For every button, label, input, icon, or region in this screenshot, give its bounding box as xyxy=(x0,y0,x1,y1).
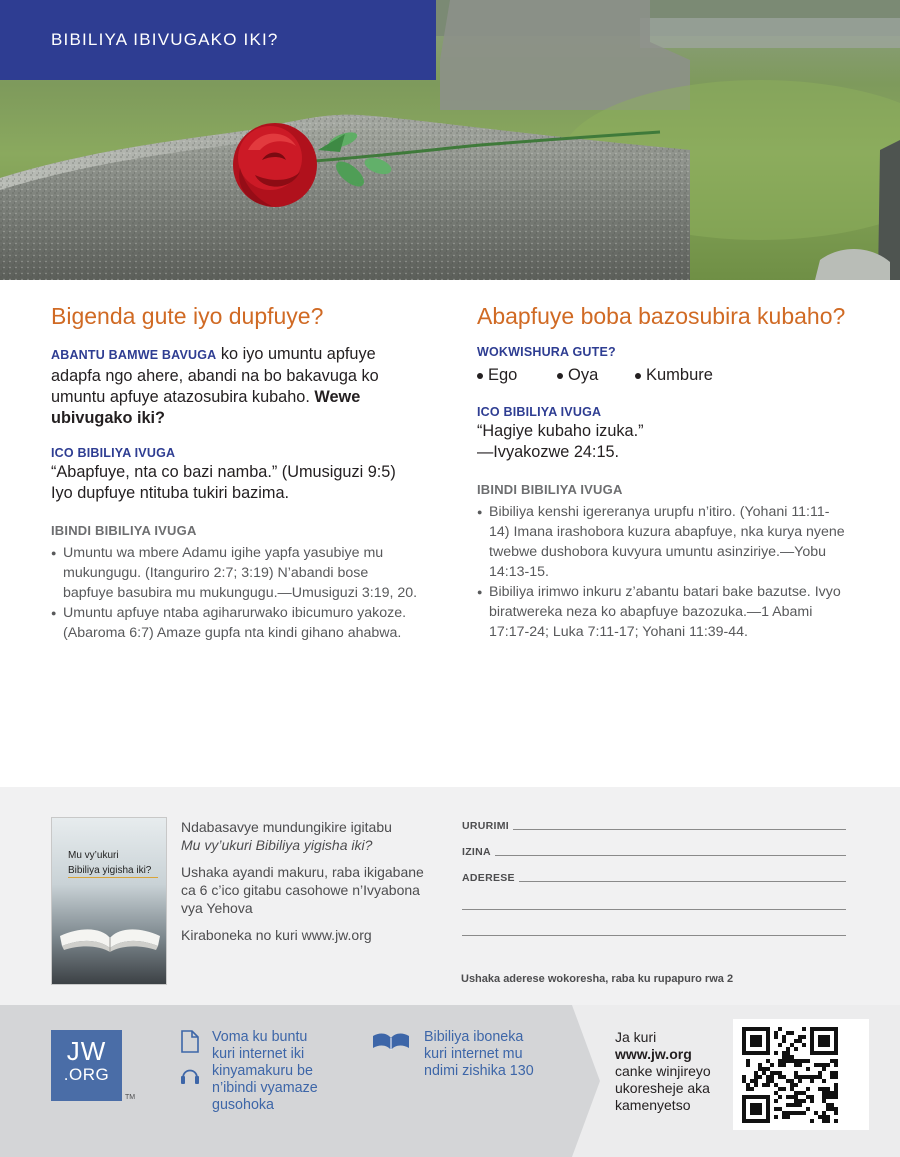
field-label: ADERESE xyxy=(462,872,515,884)
book-title-line: Bibiliya yigisha iki? xyxy=(68,865,152,876)
qr-code[interactable] xyxy=(733,1019,869,1130)
footer-line: Voma ku buntu xyxy=(212,1029,308,1045)
open-bible-icon xyxy=(372,1030,410,1052)
left-bullet-list xyxy=(51,543,421,643)
left-more-heading: IBINDI BIBILIYA IVUGA xyxy=(51,523,197,538)
right-bullet-list xyxy=(477,502,849,642)
bullet-dot-icon xyxy=(477,373,483,379)
field-line[interactable] xyxy=(519,881,846,882)
order-request xyxy=(181,818,441,854)
logo-text-bottom: .ORG xyxy=(63,1065,110,1084)
footer-languages-text xyxy=(424,1029,534,1080)
order-request-line: Ndabasavye mundungikire igitabu xyxy=(181,819,392,835)
answer-options xyxy=(477,365,849,386)
right-bible-reference: —Ivyakozwe 24:15. xyxy=(477,443,620,461)
order-form xyxy=(462,817,846,936)
page-title: BIBILIYA IBIVUGAKO IKI? xyxy=(51,30,279,49)
option-ego[interactable] xyxy=(477,365,557,386)
field-name[interactable] xyxy=(462,832,846,858)
book-cover-image xyxy=(51,817,167,985)
bullet-dot-icon xyxy=(635,373,641,379)
field-address-line-2[interactable] xyxy=(462,884,846,910)
article-right xyxy=(477,302,849,642)
order-text xyxy=(181,818,441,953)
hero-image xyxy=(0,0,900,280)
open-book-icon xyxy=(52,818,167,985)
title-band xyxy=(0,0,436,80)
order-book-title: Mu vy’ukuri Bibiliya yigisha iki? xyxy=(181,837,373,853)
field-line[interactable] xyxy=(495,855,846,856)
footer-line: kuri internet mu xyxy=(424,1046,523,1062)
left-intro-question: Wewe ubivugako iki? xyxy=(51,388,361,427)
right-bible-text: “Hagiye kubaho izuka.” xyxy=(477,422,644,440)
footer-line: ukoresheje aka xyxy=(615,1080,710,1096)
footer-download-text xyxy=(212,1029,318,1114)
option-kumbure[interactable] xyxy=(635,365,713,386)
list-item: ● Umuntu apfuye ntaba agiharurwako ibicumuro yakoze. (Abaroma 6:7) Amaze gupfa nta kindi gihano ahabwa. xyxy=(51,603,421,643)
right-heading: Abapfuye boba bazosubira kubaho? xyxy=(477,303,846,329)
footer-line: canke winjireyo xyxy=(615,1063,711,1079)
left-bible-text: “Abapfuye, nta co bazi namba.” (Umusiguzi 9:5) Iyo dupfuye ntituba tukiri bazima. xyxy=(51,463,396,502)
option-label: Oya xyxy=(568,366,599,384)
left-intro xyxy=(51,344,421,429)
order-online: Kiraboneka no kuri www.jw.org xyxy=(181,927,372,943)
trademark: TM xyxy=(125,1094,136,1101)
field-label: IZINA xyxy=(462,846,491,858)
field-address[interactable] xyxy=(462,858,846,884)
footer-line: ndimi zishika 130 xyxy=(424,1063,534,1079)
left-bible-kicker: ICO BIBILIYA IVUGA xyxy=(51,446,176,460)
document-icon xyxy=(179,1030,201,1086)
book-title-line: Mu vy’ukuri xyxy=(68,850,119,861)
left-heading: Bigenda gute iyo dupfuye? xyxy=(51,303,324,329)
footer-line: Ja kuri xyxy=(615,1029,657,1045)
list-item: ● Bibiliya kenshi igereranya urupfu n’itiro. (Yohani 11:11-14) Imana irashobora kuzura abapfuye, nka kurya nyene twebwe dushobora kuvyura umuntu asinziriye.—Yobu 14:13-15. xyxy=(477,502,849,582)
bullet-dot-icon xyxy=(557,373,563,379)
option-label: Kumbure xyxy=(646,366,713,384)
right-more-heading: IBINDI BIBILIYA IVUGA xyxy=(477,482,623,497)
right-bible-kicker: ICO BIBILIYA IVUGA xyxy=(477,405,602,419)
order-more-info: Ushaka ayandi makuru, raba ikigabane ca 6 c’ico gitabu casohowe n’Ivyabona vya Yehova xyxy=(181,864,424,916)
left-intro-text: ko iyo umuntu apfuye adapfa ngo ahere, abandi na bo bakavuga ko umuntu apfuye atazosubira kubaho. xyxy=(51,345,379,406)
field-label: URURIMI xyxy=(462,820,510,832)
jw-org-link[interactable]: www.jw.org xyxy=(615,1046,692,1062)
footer-line: n’ibindi vyamaze xyxy=(212,1080,318,1096)
footer-visit-text xyxy=(615,1029,725,1114)
footer-line: Bibiliya iboneka xyxy=(424,1029,524,1045)
field-line[interactable] xyxy=(513,829,846,830)
field-language[interactable] xyxy=(462,817,846,832)
logo-text-top: JW xyxy=(66,1036,107,1066)
footer-line: kinyamakuru be xyxy=(212,1063,313,1079)
article-left xyxy=(51,302,421,643)
option-label: Ego xyxy=(488,366,518,384)
jw-org-logo[interactable] xyxy=(51,1030,122,1101)
field-address-line-3[interactable] xyxy=(462,910,846,936)
right-think-kicker: WOKWISHURA GUTE? xyxy=(477,345,616,359)
option-oya[interactable] xyxy=(557,365,635,386)
left-intro-kicker: ABANTU BAMWE BAVUGA xyxy=(51,348,217,362)
list-item: ● Bibiliya irimwo inkuru z’abantu batari bake bazutse. Ivyo biratwereka neza ko abapfuye bazozuka.—1 Abami 17:17-24; Luka 7:11-17; Yohani 11:39-44. xyxy=(477,582,849,642)
address-note: Ushaka aderese wokoresha, raba ku rupapuro rwa 2 xyxy=(461,973,734,985)
footer-line: kamenyetso xyxy=(615,1097,691,1113)
list-item: ● Umuntu wa mbere Adamu igihe yapfa yasubiye mu mukungugu. (Itanguriro 2:7; 3:19) N’abandi bose bapfuye basubira mu mukungugu.—Umusiguzi 3:19, 20. xyxy=(51,543,421,603)
footer-line: gusohoka xyxy=(212,1097,275,1113)
footer-line: kuri internet iki xyxy=(212,1046,305,1062)
qr-code-icon xyxy=(742,1027,838,1123)
